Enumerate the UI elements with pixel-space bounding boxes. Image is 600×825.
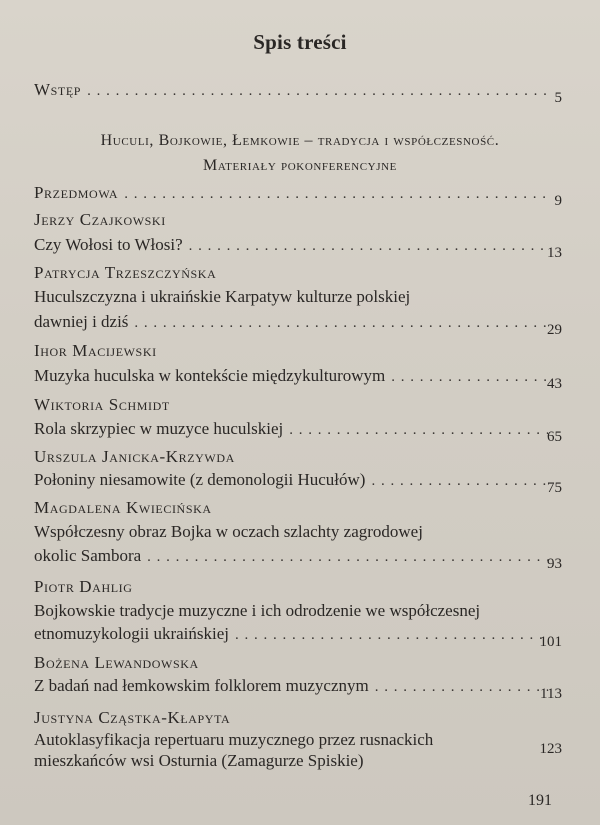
page-ref: 65 (547, 429, 562, 445)
entry-author: Magdalena Kwiecińska (34, 498, 212, 517)
entry-author: Ihor Macijewski (34, 341, 157, 360)
page-number: 191 (528, 792, 552, 809)
page-ref: 5 (554, 90, 562, 106)
entry-title: etnomuzykologii ukraińskiej (34, 624, 229, 643)
dot-leader (375, 677, 548, 697)
toc-entry (34, 470, 562, 496)
entry-author: Urszula Janicka-Krzywda (34, 447, 235, 466)
entry-title: Rola skrzypiec w muzyce huculskiej (34, 419, 284, 438)
entry-title-line: Huculszczyzna i ukraińskie Karpatyw kulturze polskiej (34, 287, 411, 306)
entry-title: dawniej i dziś (34, 312, 129, 331)
entry-title-line: Współczesny obraz Bojka w oczach szlachty zagrodowej (34, 522, 423, 541)
section-heading-line1: Huculi, Bojkowie, Łemkowie – tradycja i współczesność. (100, 132, 500, 149)
toc-entry (34, 366, 562, 392)
dot-leader (235, 625, 548, 645)
page-ref: 43 (547, 376, 562, 392)
page-ref: 113 (540, 686, 562, 702)
page-ref: 123 (539, 741, 562, 757)
entry-title: Przedmowa (34, 183, 119, 202)
entry-title: Muzyka huculska w kontekście międzykulturowym (34, 366, 386, 385)
dot-leader (371, 471, 548, 491)
entry-author: Justyna Cząstka-Kłapyta (34, 708, 231, 727)
page-title: Spis treści (253, 30, 347, 54)
page-ref: 9 (554, 193, 562, 209)
entry-title: Połoniny niesamowite (z demonologii Hucułów) (34, 470, 366, 489)
toc-entry (34, 546, 562, 572)
entry-author: Piotr Dahlig (34, 577, 133, 596)
page-ref: 93 (547, 556, 562, 572)
dot-leader (87, 81, 548, 101)
page-ref: 101 (539, 634, 562, 650)
entry-title: okolic Sambora (34, 546, 142, 565)
toc-entry-intro (34, 80, 562, 106)
page-ref: 13 (547, 245, 562, 261)
toc-entry-preface (34, 183, 562, 209)
entry-author: Wiktoria Schmidt (34, 395, 170, 414)
page-ref: 29 (547, 322, 562, 338)
entry-author: Bożena Lewandowska (34, 653, 199, 672)
section-heading-line2: Materiały pokonferencyjne (203, 157, 397, 174)
dot-leader (124, 184, 548, 204)
entry-title: mieszkańców wsi Osturnia (Zamagurze Spiskie) (34, 751, 364, 770)
entry-title: Wstęp (34, 80, 82, 99)
entry-title: Z badań nad łemkowskim folklorem muzycznym (34, 676, 369, 695)
dot-leader (189, 236, 548, 256)
entry-author: Patrycja Trzeszczyńska (34, 263, 217, 282)
page-ref: 75 (547, 480, 562, 496)
toc-entry (34, 312, 562, 338)
dot-leader (147, 547, 548, 567)
dot-leader (134, 313, 548, 333)
entry-author: Jerzy Czajkowski (34, 210, 166, 229)
dot-leader (289, 420, 548, 440)
entry-title-line: Autoklasyfikacja repertuaru muzycznego przez rusnackich (34, 730, 434, 749)
entry-title: Czy Wołosi to Włosi? (34, 235, 183, 254)
toc-entry (34, 741, 562, 772)
toc-entry (34, 676, 562, 702)
entry-title-line: Bojkowskie tradycje muzyczne i ich odrodzenie we współczesnej (34, 601, 481, 620)
toc-entry (34, 624, 562, 650)
toc-entry (34, 419, 562, 445)
dot-leader (391, 367, 548, 387)
toc-entry (34, 235, 562, 261)
